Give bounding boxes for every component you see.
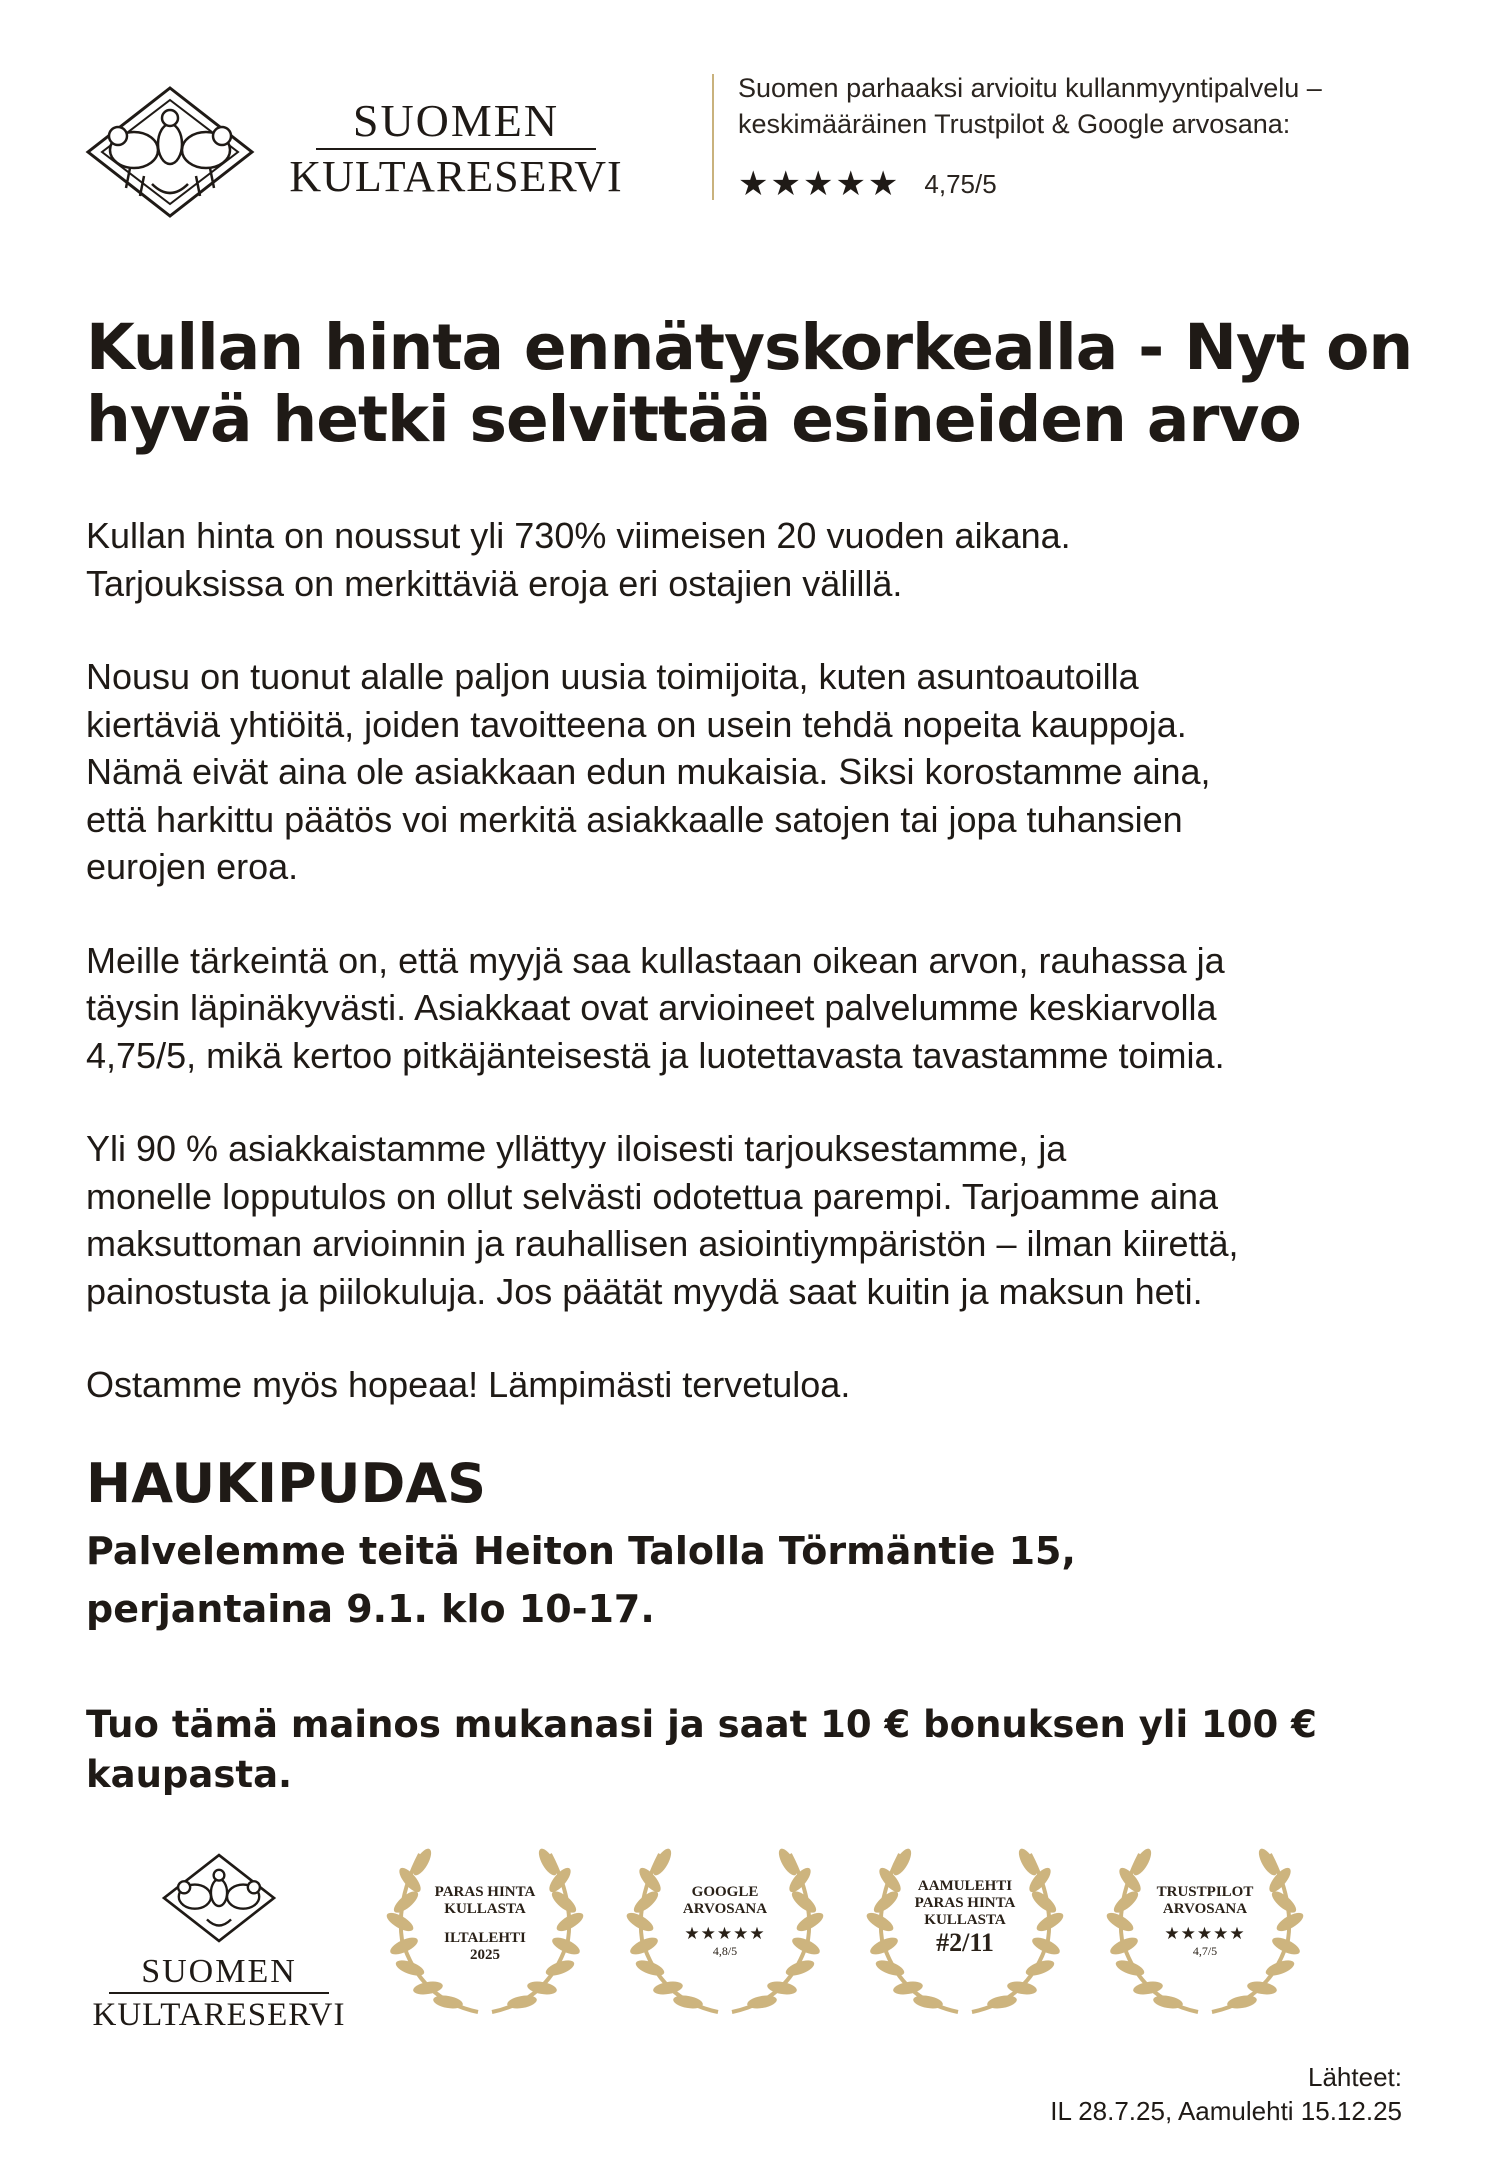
footer-brand-line1: SUOMEN — [141, 1953, 297, 1990]
footer-brand-rule — [109, 1992, 329, 1994]
header-divider — [712, 74, 714, 200]
award-text: KULLASTA — [924, 1912, 1006, 1928]
rating-claim-line1: Suomen parhaaksi arvioitu kullanmyyntipalvelu – — [738, 73, 1322, 103]
paragraph-5 — [86, 1361, 1416, 1409]
award-text: ARVOSANA — [1162, 1901, 1248, 1917]
rating-score: 4,75/5 — [924, 168, 997, 199]
sources-text: IL 28.7.25, Aamulehti 15.12.25 — [1050, 2096, 1402, 2126]
paragraph-line: painostusta ja piilokuluja. Jos päätät myydä saat kuitin ja maksun heti. — [86, 1270, 1203, 1312]
paragraph-line: Nämä eivät aina ole asiakkaan edun mukaisia. Siksi korostamme aina, — [86, 751, 1211, 792]
headline-line2: hyvä hetki selvittää esineiden arvo — [86, 383, 1301, 456]
paragraph-line: maksuttoman arvioinnin ja rauhallisen asiointiympäristön – ilman kiirettä, — [86, 1223, 1239, 1264]
bonus-offer: Tuo tämä mainos mukanasi ja saat 10 € bonuksen yli 100 € kaupasta. — [86, 1703, 1317, 1796]
award-stars-icon: ★★★★★ — [684, 1924, 766, 1943]
paragraph-line: Ostamme myös hopeaa! Lämpimästi tervetuloa. — [86, 1364, 851, 1405]
paragraph-3 — [86, 937, 1416, 1080]
paragraph-line: että harkittu päätös voi merkitä asiakkaalle satojen tai jopa tuhansien — [86, 798, 1183, 840]
paragraph-line: monelle lopputulos on ollut selvästi odotettua parempi. Tarjoamme aina — [86, 1175, 1218, 1217]
footer-brand-line2: KULTARESERVI — [92, 1997, 346, 2033]
paragraph-1 — [86, 512, 1416, 607]
address-line2: perjantaina 9.1. klo 10-17. — [86, 1587, 655, 1631]
footer-brand — [84, 1850, 354, 2033]
award-score: 4,7/5 — [1192, 1944, 1218, 1958]
bears-crest-icon — [160, 1850, 278, 1946]
award-iltalehti — [380, 1840, 590, 2020]
rating-claim-line2: keskimääräinen Trustpilot & Google arvosana: — [738, 109, 1291, 139]
award-year: 2025 — [470, 1947, 500, 1963]
award-text: AAMULEHTI — [917, 1878, 1013, 1894]
sources-label: Lähteet: — [1308, 2062, 1402, 2092]
awards-row — [380, 1840, 1320, 2020]
paragraph-line: kiertäviä yhtiöitä, joiden tavoitteena on usein tehdä nopeita kauppoja. — [86, 703, 1187, 745]
rating-stars-icon: ★★★★★ — [738, 165, 901, 203]
paragraph-line: 4,75/5, mikä kertoo pitkäjänteisestä ja luotettavasta tavastamme toimia. — [86, 1034, 1225, 1076]
bears-crest-icon — [82, 84, 258, 220]
paragraph-4 — [86, 1125, 1416, 1315]
award-text: GOOGLE — [691, 1884, 759, 1900]
award-trustpilot — [1100, 1840, 1310, 2020]
award-score: 4,8/5 — [712, 1944, 738, 1958]
header — [0, 0, 1500, 240]
paragraph-line: eurojen eroa. — [86, 846, 299, 887]
award-text: ARVOSANA — [682, 1901, 768, 1917]
brand-wordmark — [276, 96, 636, 200]
brand-line1: SUOMEN — [352, 95, 560, 146]
paragraph-line: Kullan hinta on noussut yli 730% viimeisen 20 vuoden aikana. — [86, 515, 1071, 556]
paragraph-line: Meille tärkeintä on, että myyjä saa kullastaan oikean arvon, rauhassa ja — [86, 939, 1225, 981]
award-text: PARAS HINTA — [434, 1884, 536, 1900]
sources — [1050, 2060, 1402, 2128]
rating-block — [738, 70, 1438, 204]
brand-line2: KULTARESERVI — [289, 152, 623, 201]
award-stars-icon: ★★★★★ — [1164, 1924, 1246, 1943]
headline — [86, 312, 1426, 456]
brand-rule — [316, 148, 596, 150]
city-name: HAUKIPUDAS — [86, 1452, 487, 1515]
paragraph-line: täysin läpinäkyvästi. Asiakkaat ovat arvioineet palvelumme keskiarvolla — [86, 987, 1217, 1028]
paragraph-line: Nousu on tuonut alalle paljon uusia toimijoita, kuten asuntoautoilla — [86, 656, 1139, 697]
event-location — [86, 1452, 1416, 1638]
award-rank: #2/11 — [936, 1928, 994, 1957]
award-text: ILTALEHTI — [444, 1930, 526, 1946]
address-line1: Palvelemme teitä Heiton Talolla Törmäntie 15, — [86, 1529, 1076, 1573]
award-aamulehti — [860, 1840, 1070, 2020]
headline-line1: Kullan hinta ennätyskorkealla - Nyt on — [86, 311, 1413, 384]
award-text: TRUSTPILOT — [1156, 1884, 1254, 1900]
award-text: PARAS HINTA — [914, 1895, 1016, 1911]
article-body — [86, 512, 1416, 1455]
paragraph-2 — [86, 653, 1416, 891]
award-google — [620, 1840, 830, 2020]
paragraph-line: Tarjouksissa on merkittäviä eroja eri ostajien välillä. — [86, 562, 903, 604]
paragraph-line: Yli 90 % asiakkaistamme yllättyy iloisesti tarjouksestamme, ja — [86, 1128, 1067, 1169]
award-text: KULLASTA — [444, 1901, 526, 1917]
